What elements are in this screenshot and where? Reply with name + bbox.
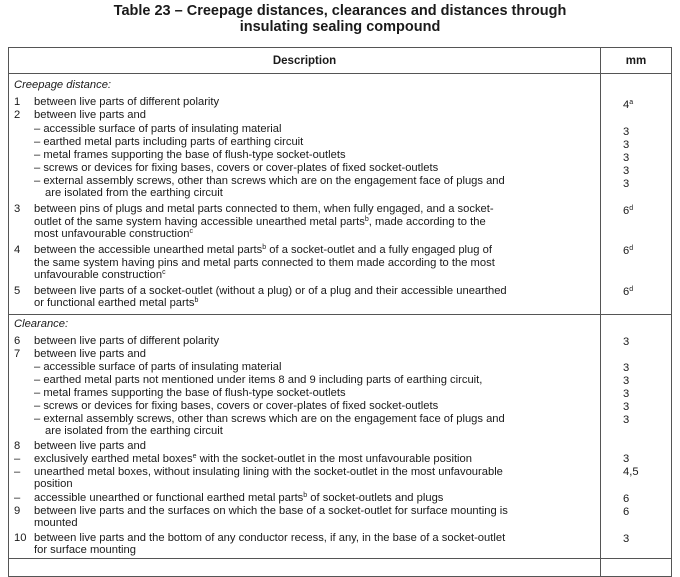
row-description-cont: or functional earthed metal parts$^b$ xyxy=(34,297,199,309)
row-description-cont: most unfavourable construction$^c$ xyxy=(34,228,193,240)
row-description: between live parts and xyxy=(34,440,146,452)
sub-item-value: 3 xyxy=(623,362,630,374)
sub-item-value: 3 xyxy=(623,126,630,138)
sub-item-value: 3 xyxy=(623,401,630,413)
row-dash: – xyxy=(14,492,21,504)
row-description-cont: mounted xyxy=(34,517,78,529)
sub-item-description: – accessible surface of parts of insulating material xyxy=(34,361,282,373)
sub-item-description: – metal frames supporting the base of flush-type socket-outlets xyxy=(34,387,346,399)
row-value: 6 xyxy=(623,506,630,518)
row-number: 1 xyxy=(14,96,21,108)
row-value: 3 xyxy=(623,336,630,348)
row-number: 7 xyxy=(14,348,21,360)
row-description-cont: outlet of the same system having accessible unearthed metal parts$^b$, made according to the xyxy=(34,216,486,228)
row-value: 6$^d$ xyxy=(623,245,634,257)
row-description: exclusively earthed metal boxes$^e$ with the socket-outlet in the most unfavourable position xyxy=(34,453,472,465)
row-value: 4,5 xyxy=(623,466,639,478)
mm-column-header: mm xyxy=(625,55,647,67)
row-description: accessible unearthed or functional earthed metal parts$^b$ of socket-outlets and plugs xyxy=(34,492,444,504)
table-title-line-1: Table 23 – Creepage distances, clearances and distances through xyxy=(113,3,567,19)
row-number: 6 xyxy=(14,335,21,347)
row-description: between live parts and the bottom of any conductor recess, if any, in the base of a socket-outlet xyxy=(34,532,506,544)
sub-item-value: 3 xyxy=(623,165,630,177)
row-description: between pins of plugs and metal parts connected to them, when fully engaged, and a socket- xyxy=(34,203,494,215)
row-description-cont: unfavourable construction$^c$ xyxy=(34,269,166,281)
row-description: between live parts of different polarity xyxy=(34,96,220,108)
sub-item-value: 3 xyxy=(623,388,630,400)
row-description: between live parts and the surfaces on which the base of a socket-outlet for surface mounting is xyxy=(34,505,508,517)
row-number: 4 xyxy=(14,244,21,256)
row-description: between live parts and xyxy=(34,348,146,360)
row-description: between the accessible unearthed metal parts$^b$ of a socket-outlet and a fully engaged plug of xyxy=(34,244,492,256)
row-number: 8 xyxy=(14,440,21,452)
sub-item-description: – earthed metal parts not mentioned under items 8 and 9 including parts of earthing circuit, xyxy=(34,374,483,386)
row-number: 3 xyxy=(14,203,21,215)
sub-item-description-cont: are isolated from the earthing circuit xyxy=(45,187,223,199)
sub-item-value: 3 xyxy=(623,375,630,387)
row-value: 6 xyxy=(623,493,630,505)
row-divider xyxy=(9,558,671,559)
header-divider xyxy=(9,73,671,74)
column-divider xyxy=(600,48,601,576)
row-description-cont: for surface mounting xyxy=(34,544,136,556)
sub-item-description-cont: are isolated from the earthing circuit xyxy=(45,425,223,437)
sub-item-description: – metal frames supporting the base of flush-type socket-outlets xyxy=(34,149,346,161)
sub-item-description: – external assembly screws, other than screws which are on the engagement face of plugs and xyxy=(34,413,505,425)
sub-item-description: – earthed metal parts including parts of earthing circuit xyxy=(34,136,304,148)
row-value: 6$^d$ xyxy=(623,205,634,217)
row-description: between live parts and xyxy=(34,109,146,121)
row-description: between live parts of different polarity xyxy=(34,335,220,347)
sub-item-value: 3 xyxy=(623,139,630,151)
section-divider xyxy=(9,314,671,315)
sub-item-description: – screws or devices for fixing bases, covers or cover-plates of fixed socket-outlets xyxy=(34,400,439,412)
row-number: 2 xyxy=(14,109,21,121)
row-number: 10 xyxy=(14,532,27,544)
row-value: 3 xyxy=(623,453,630,465)
distances-table xyxy=(8,47,672,577)
row-dash: – xyxy=(14,466,21,478)
table-title-line-2: insulating sealing compound xyxy=(239,19,441,35)
row-description: unearthed metal boxes, without insulating lining with the socket-outlet in the most unfavourable xyxy=(34,466,503,478)
row-number: 5 xyxy=(14,285,21,297)
sub-item-value: 3 xyxy=(623,414,630,426)
sub-item-value: 3 xyxy=(623,178,630,190)
row-description-cont: the same system having pins and metal parts connected to them made according to the most xyxy=(34,257,495,269)
clearance-heading: Clearance: xyxy=(14,318,69,330)
sub-item-description: – external assembly screws, other than screws which are on the engagement face of plugs and xyxy=(34,175,505,187)
description-column-header: Description xyxy=(272,55,337,67)
sub-item-description: – accessible surface of parts of insulating material xyxy=(34,123,282,135)
creepage-heading: Creepage distance: xyxy=(14,79,112,91)
row-value: 4$^a$ xyxy=(623,99,634,111)
row-description: between live parts of a socket-outlet (without a plug) or of a plug and their accessible unearthed xyxy=(34,285,507,297)
sub-item-value: 3 xyxy=(623,152,630,164)
row-value: 3 xyxy=(623,533,630,545)
row-number: 9 xyxy=(14,505,21,517)
row-description-cont: position xyxy=(34,478,73,490)
row-dash: – xyxy=(14,453,21,465)
sub-item-description: – screws or devices for fixing bases, covers or cover-plates of fixed socket-outlets xyxy=(34,162,439,174)
row-value: 6$^d$ xyxy=(623,286,634,298)
